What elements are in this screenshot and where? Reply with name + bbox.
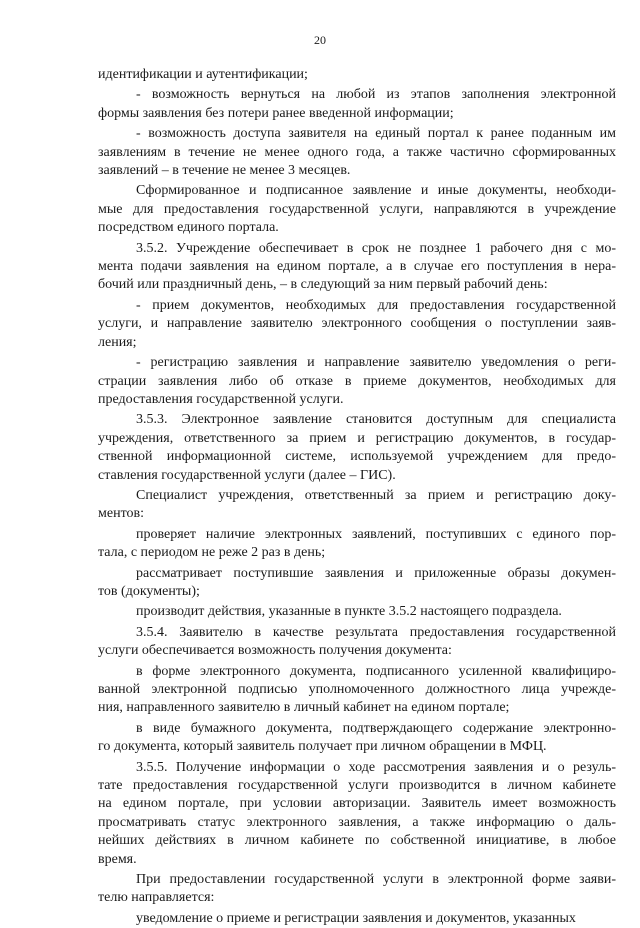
- text-line: Специалист учреждения, ответственный за прием и регистрацию доку-: [136, 487, 616, 503]
- text-line: заявлениям в течение не менее одного года, а также частично сформированных: [98, 144, 616, 160]
- text-line: идентификации и аутентификации;: [98, 67, 308, 82]
- paragraph: [98, 624, 616, 661]
- text-line: учреждения, ответственного за прием и регистрацию документов, в государ-: [98, 430, 616, 446]
- text-line: 3.5.4. Заявителю в качестве результата предоставления государственной: [136, 624, 616, 640]
- text-line: в виде бумажного документа, подтверждающего содержание электронно-: [136, 720, 616, 736]
- text-line: бочий или праздничный день, – в следующий за ним первый рабочий день:: [98, 277, 548, 293]
- text-line: При предоставлении государственной услуги в электронной форме заяви-: [136, 872, 616, 888]
- text-line: - возможность доступа заявителя на единый портал к ранее поданным им: [136, 126, 616, 142]
- text-line: - возможность вернуться на любой из этапов заполнения электронной: [136, 87, 616, 103]
- text-line: - регистрацию заявления и направление заявителю уведомления о реги-: [136, 355, 616, 371]
- paragraph: [98, 66, 616, 84]
- text-line: телю направляется:: [98, 890, 215, 906]
- paragraph: [98, 720, 616, 757]
- text-line: уведомление о приеме и регистрации заявления и документов, указанных: [136, 910, 576, 926]
- text-line: ния, направленного заявителю в личный кабинет на едином портале;: [98, 700, 510, 716]
- text-line: тала, с периодом не реже 2 раз в день;: [98, 545, 326, 561]
- text-line: мента подачи заявления на едином портале, а в случае его поступления в нера-: [98, 259, 616, 275]
- text-line: 3.5.3. Электронное заявление становится доступным для специалиста: [136, 412, 616, 428]
- paragraph: [98, 86, 616, 123]
- text-line: - прием документов, необходимых для предоставления государственной: [136, 297, 616, 313]
- paragraph: [98, 240, 616, 295]
- paragraph: [98, 297, 616, 352]
- text-line: мые для предоставления государственной услуги, направляются в учреждение: [98, 201, 616, 217]
- paragraph: [98, 759, 616, 869]
- text-line: производит действия, указанные в пункте 3.5.2 настоящего подраздела.: [136, 604, 562, 620]
- text-line: заявлений – в течение не менее 3 месяцев.: [98, 163, 351, 179]
- text-line: на едином портале, при условии авторизации. Заявитель имеет возможность: [98, 796, 616, 812]
- text-line: время.: [98, 851, 137, 867]
- text-line: проверяет наличие электронных заявлений, поступивших с единого пор-: [136, 526, 616, 542]
- text-line: рассматривает поступившие заявления и приложенные образы докумен-: [136, 565, 616, 581]
- text-line: страции заявления либо об отказе в приеме документов, необходимых для: [98, 373, 616, 389]
- page-number: 20: [314, 33, 326, 47]
- text-line: в форме электронного документа, подписанного усиленной квалифициро-: [136, 663, 616, 679]
- text-line: тате предоставления государственной услуги производится в личном кабинете: [98, 778, 616, 794]
- text-line: формы заявления без потери ранее введенной информации;: [98, 105, 454, 121]
- text-line: ления;: [98, 334, 137, 350]
- text-line: 3.5.5. Получение информации о ходе рассмотрения заявления и о резуль-: [136, 759, 616, 775]
- text-line: услуги обеспечивается возможность получения документа:: [98, 643, 452, 659]
- paragraph: [98, 910, 616, 928]
- paragraph: [98, 354, 616, 409]
- text-line: тов (документы);: [98, 583, 200, 599]
- text-line: посредством единого портала.: [98, 220, 279, 236]
- paragraph: [98, 526, 616, 563]
- paragraph: [98, 603, 616, 621]
- text-line: ментов:: [98, 506, 144, 522]
- text-line: предоставления государственной услуги.: [98, 391, 344, 407]
- paragraph: [98, 663, 616, 718]
- text-line: го документа, который заявитель получает при личном обращении в МФЦ.: [98, 739, 547, 755]
- paragraph: [98, 125, 616, 180]
- text-line: ставления государственной услуги (далее – ГИС).: [98, 467, 396, 483]
- text-line: услуги, и направление заявителю электронного сообщения о поступлении заяв-: [98, 316, 616, 332]
- text-line: Сформированное и подписанное заявление и иные документы, необходи-: [136, 183, 616, 199]
- paragraph: [98, 182, 616, 237]
- text-line: ванной электронной подписью уполномоченного должностного лица учрежде-: [98, 682, 616, 697]
- text-line: 3.5.2. Учреждение обеспечивает в срок не позднее 1 рабочего дня с мо-: [136, 240, 616, 256]
- paragraph: [98, 871, 616, 908]
- document-body: [98, 66, 616, 928]
- paragraph: [98, 487, 616, 524]
- paragraph: [98, 411, 616, 485]
- text-line: ственной информационной системе, используемой учреждением для предо-: [98, 449, 616, 465]
- paragraph: [98, 565, 616, 602]
- text-line: просматривать статус электронного заявления, а также информацию о даль-: [98, 814, 616, 830]
- text-line: нейших действиях в личном кабинете по собственной инициативе, в любое: [98, 833, 616, 849]
